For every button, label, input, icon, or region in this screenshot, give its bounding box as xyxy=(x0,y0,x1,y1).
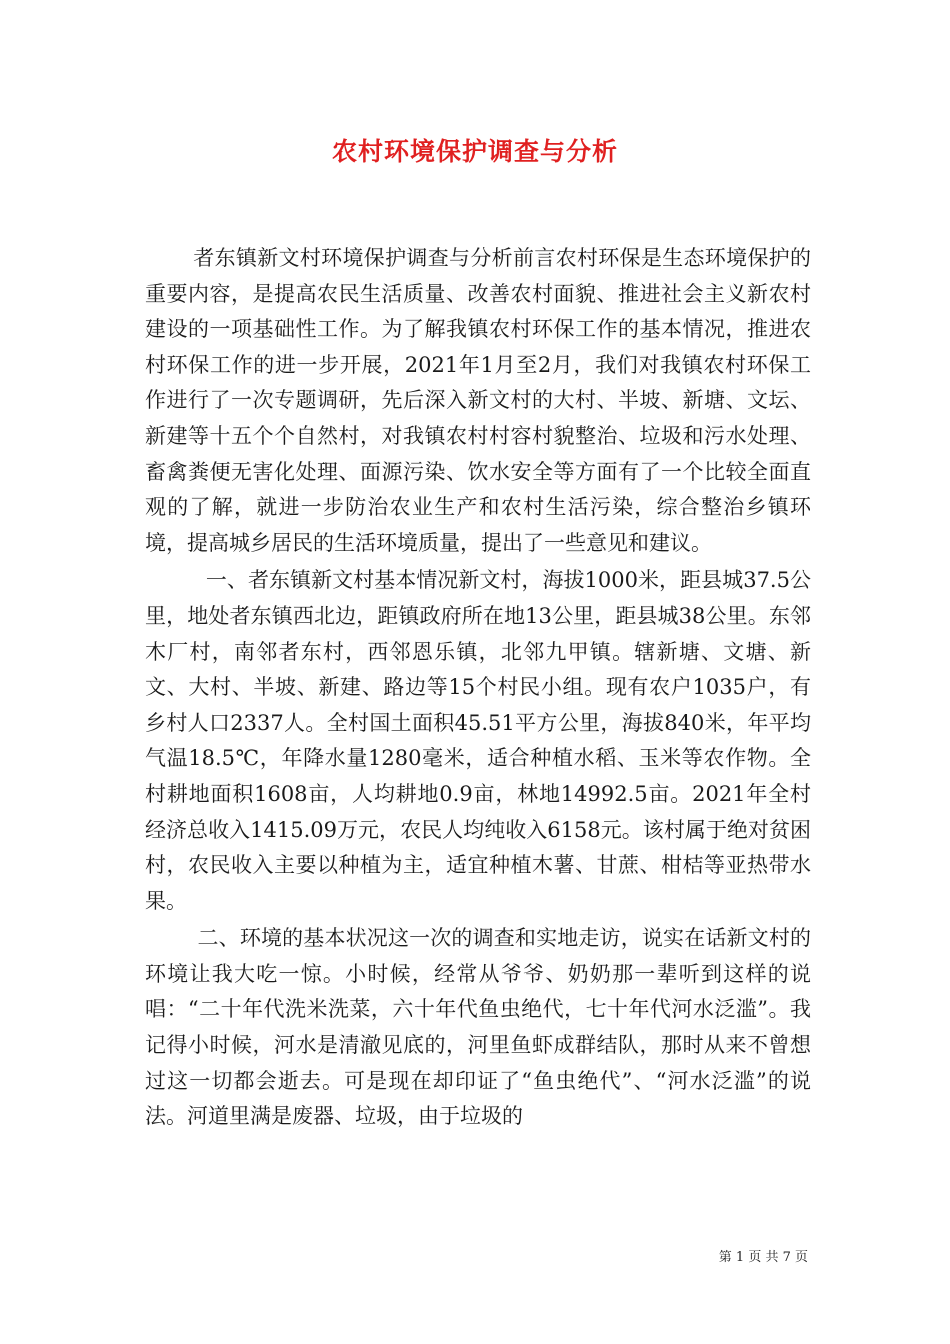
paragraph-section-1: 一、者东镇新文村基本情况新文村，海拔1000米，距县城37.5公里，地处者东镇西北边，距镇政府所在地13公里，距县城38公里。东邻木厂村，南邻者东村，西邻恩乐镇，北邻九甲镇。辖新塘、文塘、新文、大村、半坡、新建、路边等15个村民小组。现有农户1035户，有乡村人口2337人。全村国土面积45.51平方公里，海拔840米，年平均气温18.5℃，年降水量1280毫米，适合种植水稻、玉米等农作物。全村耕地面积1608亩，人均耕地0.9亩，林地14992.5亩。2021年全村经济总收入1415.09万元，农民人均纯收入6158元。该村属于绝对贫困村，农民收入主要以种植为主，适宜种植木薯、甘蔗、柑桔等亚热带水果。 xyxy=(145,568,811,913)
paragraph-section-2: 二、环境的基本状况这一次的调查和实地走访，说实在话新文村的环境让我大吃一惊。小时候，经常从爷爷、奶奶那一辈听到这样的说唱：“二十年代洗米洗菜，六十年代鱼虫绝代，七十年代河水泛滥”。我记得小时候，河水是清澈见底的，河里鱼虾成群结队，那时从来不曾想过这一切都会逝去。可是现在却印证了“鱼虫绝代”、“河水泛滥”的说法。河道里满是废器、垃圾，由于垃圾的 xyxy=(145,926,811,1129)
paragraph-intro: 者东镇新文村环境保护调查与分析前言农村环保是生态环境保护的重要内容，是提高农民生活质量、改善农村面貌、推进社会主义新农村建设的一项基础性工作。为了解我镇农村环保工作的基本情况，推进农村环保工作的进一步开展，2021年1月至2月，我们对我镇农村环保工作进行了一次专题调研，先后深入新文村的大村、半坡、新塘、文坛、新建等十五个个自然村，对我镇农村村容村貌整治、垃圾和污水处理、畜禽粪便无害化处理、面源污染、饮水安全等方面有了一个比较全面直观的了解，就进一步防治农业生产和农村生活污染，综合整治乡镇环境，提高城乡居民的生活环境质量，提出了一些意见和建议。 xyxy=(145,246,811,555)
page-number: 第 1 页 共 7 页 xyxy=(718,1250,808,1265)
document-title: 农村环境保护调查与分析 xyxy=(331,137,618,166)
document-body xyxy=(145,241,811,1135)
